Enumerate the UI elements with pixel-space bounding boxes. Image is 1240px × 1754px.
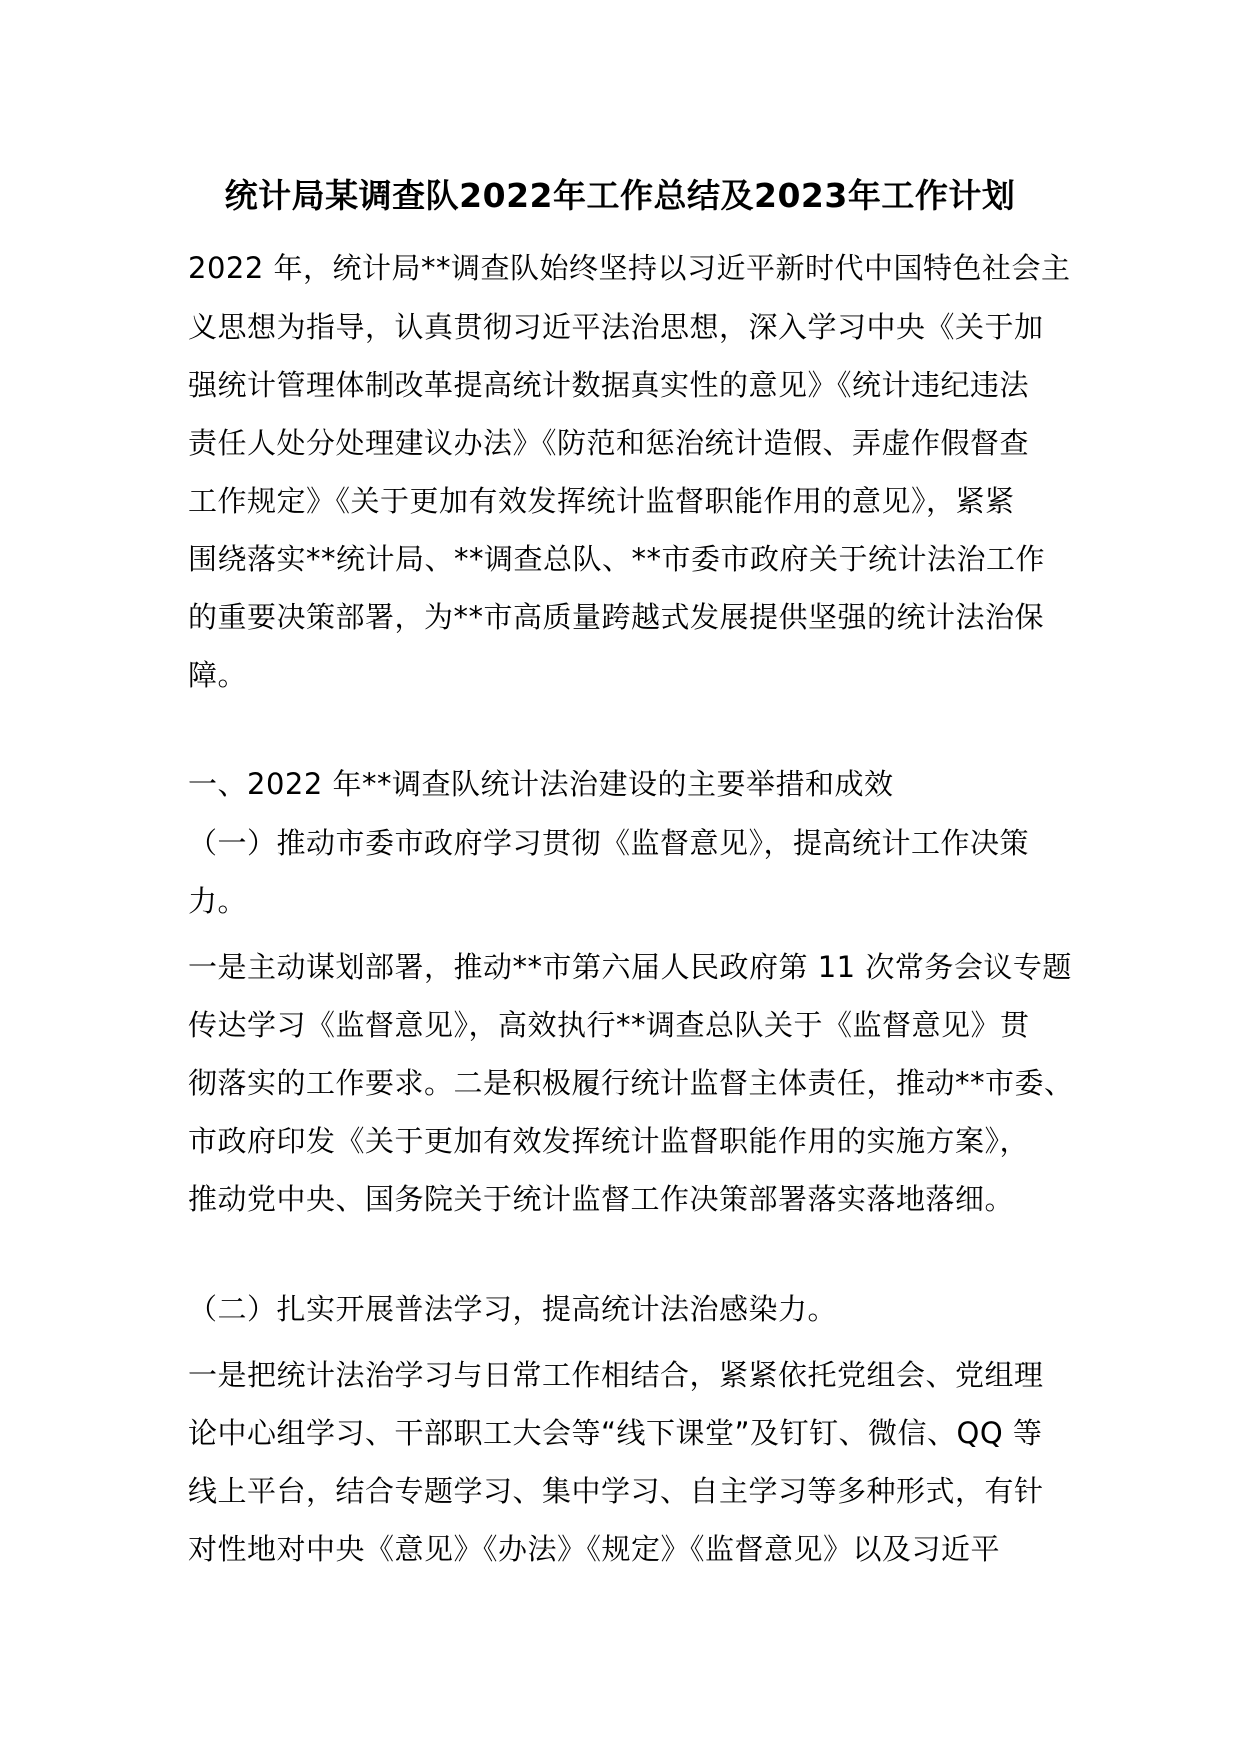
body-line: 市政府印发《关于更加有效发挥统计监督职能作用的实施方案》，	[188, 1124, 1030, 1158]
subsection-heading-cont: 力。	[188, 884, 248, 918]
section-heading: 一、2022 年**调查队统计法治建设的主要举措和成效	[188, 767, 894, 801]
body-line: 2022 年，统计局**调查队始终坚持以习近平新时代中国特色社会主	[188, 251, 1071, 285]
body-line: 一是主动谋划部署，推动**市第六届人民政府第 11 次常务会议专题	[188, 950, 1072, 984]
body-line: 传达学习《监督意见》，高效执行**调查总队关于《监督意见》贯	[188, 1008, 1030, 1042]
body-line: 一是把统计法治学习与日常工作相结合，紧紧依托党组会、党组理	[188, 1358, 1044, 1392]
body-line: 推动党中央、国务院关于统计监督工作决策部署落实落地落细。	[188, 1182, 1015, 1216]
body-line: 的重要决策部署，为**市高质量跨越式发展提供坚强的统计法治保	[188, 600, 1045, 634]
body-line: 义思想为指导，认真贯彻习近平法治思想，深入学习中央《关于加	[188, 310, 1044, 344]
body-line: 责任人处分处理建议办法》《防范和惩治统计造假、弄虚作假督查	[188, 426, 1030, 460]
body-line: 线上平台，结合专题学习、集中学习、自主学习等多种形式，有针	[188, 1474, 1044, 1508]
body-line: 工作规定》《关于更加有效发挥统计监督职能作用的意见》，紧紧	[188, 484, 1015, 518]
body-line: 对性地对中央《意见》《办法》《规定》《监督意见》以及习近平	[188, 1532, 1001, 1566]
subsection-heading: （二）扎实开展普法学习，提高统计法治感染力。	[188, 1292, 838, 1326]
body-line: 障。	[188, 658, 248, 692]
body-line: 论中心组学习、干部职工大会等“线下课堂”及钉钉、微信、QQ 等	[188, 1416, 1043, 1450]
subsection-heading: （一）推动市委市政府学习贯彻《监督意见》，提高统计工作决策	[188, 826, 1030, 860]
body-line: 围绕落实**统计局、**调查总队、**市委市政府关于统计法治工作	[188, 542, 1046, 576]
document-title: 统计局某调查队2022年工作总结及2023年工作计划	[224, 176, 1016, 215]
body-line: 强统计管理体制改革提高统计数据真实性的意见》《统计违纪违法	[188, 368, 1030, 402]
body-line: 彻落实的工作要求。二是积极履行统计监督主体责任，推动**市委、	[188, 1066, 1074, 1100]
